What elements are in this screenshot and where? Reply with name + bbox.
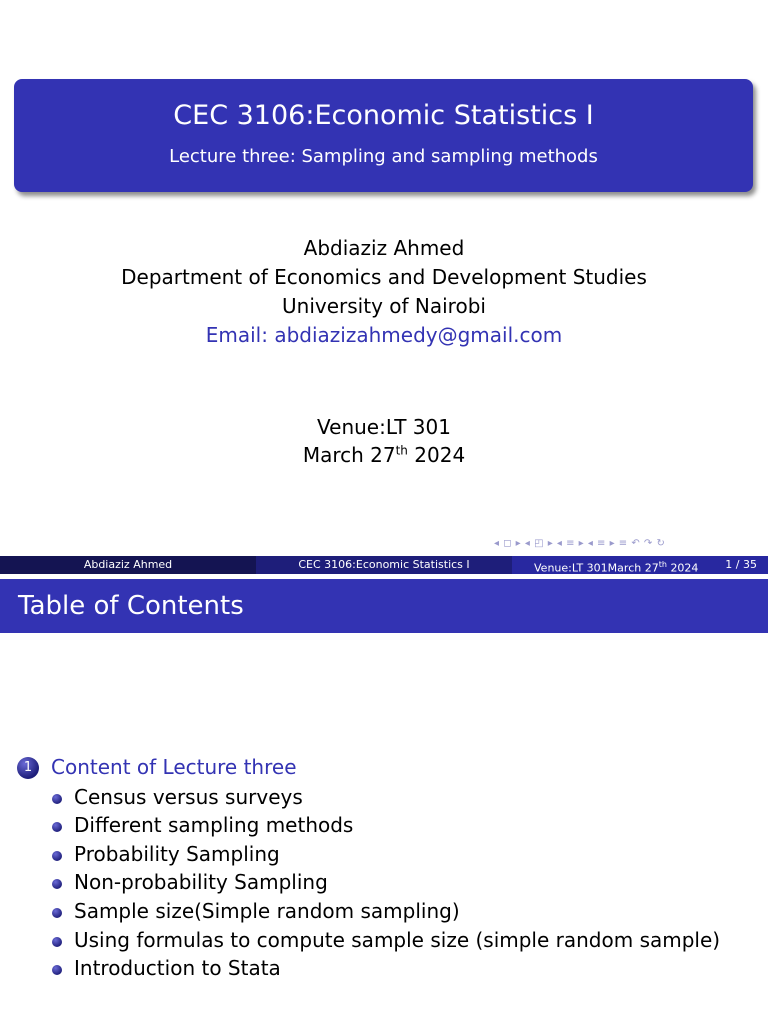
bullet-icon: [52, 937, 62, 947]
section-label[interactable]: Content of Lecture three: [51, 755, 297, 779]
date-year: 2024: [414, 443, 466, 467]
bullet-icon: [52, 822, 62, 832]
venue: Venue:LT 301: [317, 415, 451, 439]
email-label: Email:: [205, 323, 268, 347]
email-line: [0, 323, 768, 347]
department: Department of Economics and Development Studies: [121, 265, 647, 289]
footer-course: CEC 3106:Economic Statistics I: [256, 556, 512, 574]
email-link[interactable]: abdiazizahmedy@gmail.com: [274, 323, 563, 347]
date-suffix: th: [395, 443, 408, 458]
frame-title: Table of Contents: [18, 591, 244, 621]
bullet-icon: [52, 879, 62, 889]
beamer-navigation-icons[interactable]: ◂ ◻ ▸ ◂ ◰ ▸ ◂ ≡ ▸ ◂ ≡ ▸ ≡ ↶ ↷ ↻: [494, 538, 666, 549]
title-block: [14, 79, 753, 192]
section-number-ball: 1: [17, 757, 39, 779]
footer-author: Abdiaziz Ahmed: [0, 556, 256, 574]
frame-title-bar: [0, 579, 768, 633]
date-month: March 27: [302, 443, 396, 467]
footer-venue-date: Venue:LT 301March 27th 2024: [534, 560, 699, 575]
bullet-icon: [52, 965, 62, 975]
university: University of Nairobi: [282, 294, 486, 318]
page-number: 1 / 35: [725, 558, 757, 571]
presentation-subtitle: Lecture three: Sampling and sampling methods: [169, 146, 598, 167]
author-name: Abdiaziz Ahmed: [303, 236, 465, 260]
presentation-title: CEC 3106:Economic Statistics I: [173, 100, 594, 131]
presentation-date: [0, 443, 768, 467]
bullet-icon: [52, 908, 62, 918]
bullet-icon: [52, 851, 62, 861]
footer-date-page: [512, 556, 768, 574]
footline: [0, 556, 768, 574]
bullet-icon: [52, 794, 62, 804]
